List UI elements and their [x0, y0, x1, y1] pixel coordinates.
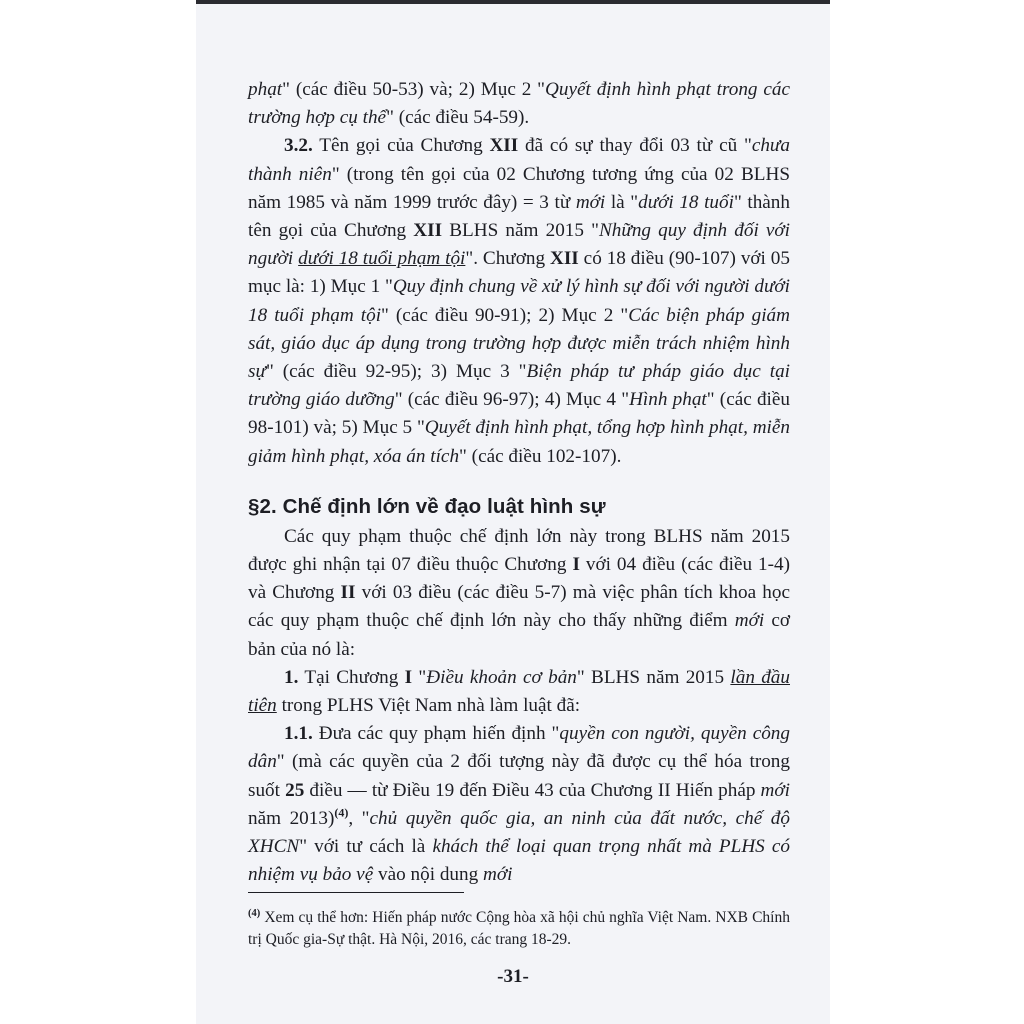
paragraph-continuation: phạt" (các điều 50-53) và; 2) Mục 2 "Quyết định hình phạt trong các trường hợp cụ thể" (các điều 54-59).	[248, 79, 790, 129]
paragraph-3-2: 3.2. Tên gọi của Chương XII đã có sự thay đổi 03 từ cũ "chưa thành niên" (trong tên gọi của 02 Chương tương ứng của 02 BLHS năm 1985 và năm 1999 trước đây) = 3 từ mới là "dưới 18 tuổi" thành tên gọi của Chương XII BLHS năm 2015 "Những quy định đối với người dưới 18 tuổi phạm tội". Chương XII có 18 điều (90-107) với 05 mục là: 1) Mục 1 "Quy định chung về xử lý hình sự đối với người dưới 18 tuổi phạm tội" (các điều 90-91); 2) Mục 2 "Các biện pháp giám sát, giáo dục áp dụng trong trường hợp được miễn trách nhiệm hình sự" (các điều 92-95); 3) Mục 3 "Biện pháp tư pháp giáo dục tại trường giáo dưỡng" (các điều 96-97); 4) Mục 4 "Hình phạt" (các điều 98-101) và; 5) Mục 5 "Quyết định hình phạt, tổng hợp hình phạt, miễn giảm hình phạt, xóa án tích" (các điều 102-107).	[248, 135, 791, 467]
page-number: -31-	[497, 966, 529, 987]
footnote	[248, 903, 790, 951]
paragraph-1: 1. Tại Chương I "Điều khoản cơ bản" BLHS năm 2015 lần đầu tiên trong PLHS Việt Nam nhà làm luật đã:	[248, 666, 790, 717]
book-page	[196, 0, 830, 1024]
footnote-divider	[248, 892, 464, 893]
section-heading: §2. Chế định lớn về đạo luật hình sự	[248, 494, 606, 518]
footnote-ref: (4)	[334, 805, 349, 820]
body-text	[248, 76, 790, 889]
footnote-text: Xem cụ thể hơn: Hiến pháp nước Cộng hòa xã hội chủ nghĩa Việt Nam. NXB Chính trị Quốc gia-Sự thật. Hà Nội, 2016, các trang 18-29.	[248, 909, 790, 949]
paragraph-1-1: 1.1. Đưa các quy phạm hiến định "quyền con người, quyền công dân" (mà các quyền của 2 đối tượng này đã được cụ thể hóa trong suốt 25 điều — từ Điều 19 đến Điều 43 của Chương II Hiến pháp mới năm 2013)$^{(4)}$, "chủ quyền quốc gia, an ninh của đất nước, chế độ XHCN" với tư cách là khách thể loại quan trọng nhất mà PLHS có nhiệm vụ bảo vệ vào nội dung mới	[248, 723, 791, 886]
footnote-marker: (4)	[248, 908, 261, 919]
paragraph-intro: Các quy phạm thuộc chế định lớn này trong BLHS năm 2015 được ghi nhận tại 07 điều thuộc Chương I với 04 điều (các điều 1-4) và Chương II với 03 điều (các điều 5-7) mà việc phân tích khoa học các quy phạm thuộc chế định lớn này cho thấy những điểm mới cơ bản của nó là:	[248, 525, 790, 660]
